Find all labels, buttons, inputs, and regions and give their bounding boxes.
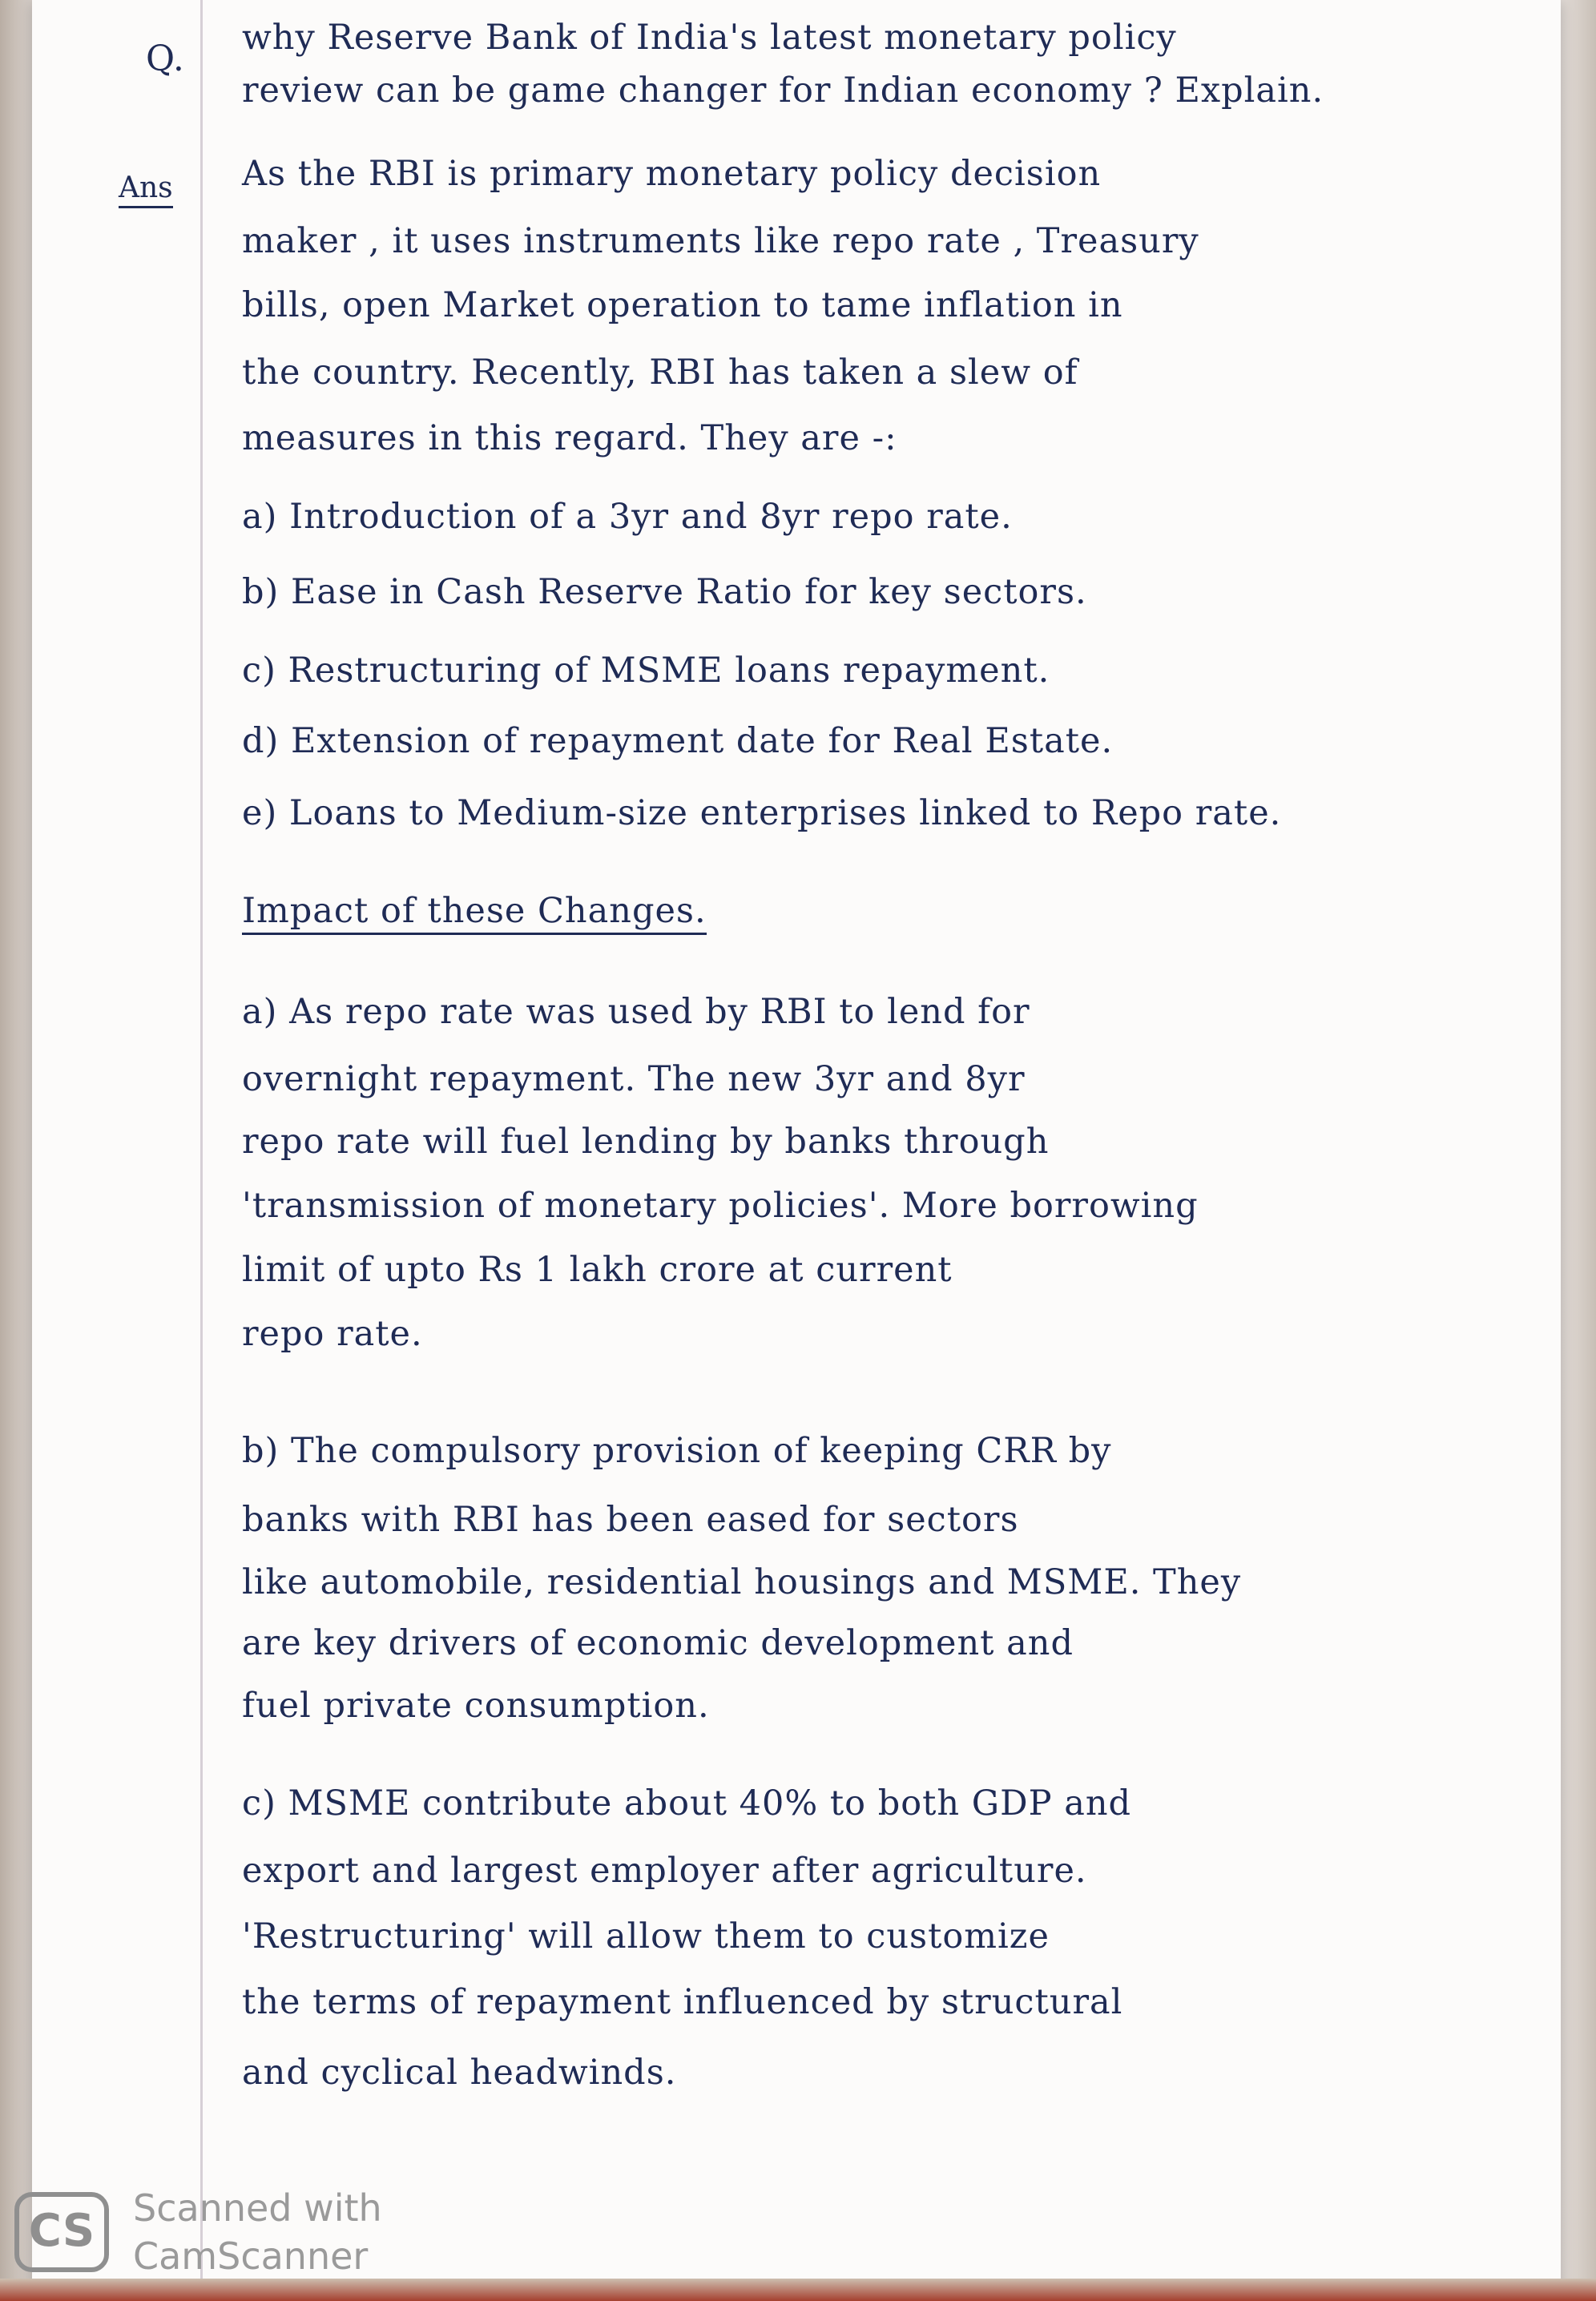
- impact-b-line: b) The compulsory provision of keeping CRR by: [242, 1431, 1112, 1471]
- impact-a-line: 'transmission of monetary policies'. More borrowing: [242, 1186, 1199, 1226]
- measure-item: a) Introduction of a 3yr and 8yr repo rate.: [242, 497, 1013, 537]
- impact-title: Impact of these Changes.: [242, 891, 707, 935]
- camscanner-watermark: [14, 2184, 415, 2278]
- impact-b-line: banks with RBI has been eased for sectors: [242, 1500, 1019, 1540]
- intro-line: the country. Recently, RBI has taken a slew of: [242, 353, 1078, 393]
- intro-line: maker , it uses instruments like repo rate , Treasury: [242, 221, 1199, 261]
- measure-item: d) Extension of repayment date for Real Estate.: [242, 721, 1114, 761]
- impact-b-line: are key drivers of economic development and: [242, 1623, 1074, 1663]
- impact-a-line: a) As repo rate was used by RBI to lend for: [242, 992, 1030, 1032]
- measure-item: c) Restructuring of MSME loans repayment.: [242, 651, 1050, 691]
- impact-a-line: overnight repayment. The new 3yr and 8yr: [242, 1059, 1026, 1099]
- impact-a-line: limit of upto Rs 1 lakh crore at current: [242, 1250, 953, 1290]
- margin-line: [200, 0, 203, 2301]
- question-line: review can be game changer for Indian economy ? Explain.: [242, 71, 1324, 111]
- intro-line: measures in this regard. They are -:: [242, 418, 897, 458]
- impact-c-line: and cyclical headwinds.: [242, 2053, 677, 2093]
- intro-line: As the RBI is primary monetary policy decision: [242, 154, 1102, 194]
- impact-c-line: 'Restructuring' will allow them to customize: [242, 1916, 1050, 1956]
- question-line: why Reserve Bank of India's latest monetary policy: [242, 18, 1177, 58]
- intro-line: bills, open Market operation to tame inflation in: [242, 285, 1123, 325]
- camscanner-text: [133, 2184, 421, 2280]
- impact-c-line: c) MSME contribute about 40% to both GDP and: [242, 1783, 1132, 1823]
- question-number: Q.: [146, 38, 184, 79]
- watermark-line-1: Scanned with: [133, 2186, 382, 2230]
- impact-a-line: repo rate.: [242, 1314, 423, 1354]
- measure-item: e) Loans to Medium-size enterprises linked to Repo rate.: [242, 793, 1282, 833]
- scan-bottom-edge: [0, 2279, 1596, 2301]
- impact-b-line: like automobile, residential housings and MSME. They: [242, 1562, 1242, 1602]
- impact-a-line: repo rate will fuel lending by banks through: [242, 1122, 1050, 1162]
- impact-b-line: fuel private consumption.: [242, 1686, 710, 1726]
- camscanner-logo-icon: CS: [14, 2192, 109, 2272]
- watermark-line-2: CamScanner: [133, 2235, 369, 2278]
- notebook-page: [32, 0, 1561, 2301]
- impact-c-line: the terms of repayment influenced by structural: [242, 1982, 1123, 2022]
- measure-item: b) Ease in Cash Reserve Ratio for key sectors.: [242, 572, 1087, 612]
- answer-tag: Ans: [119, 171, 173, 208]
- impact-c-line: export and largest employer after agriculture.: [242, 1851, 1087, 1891]
